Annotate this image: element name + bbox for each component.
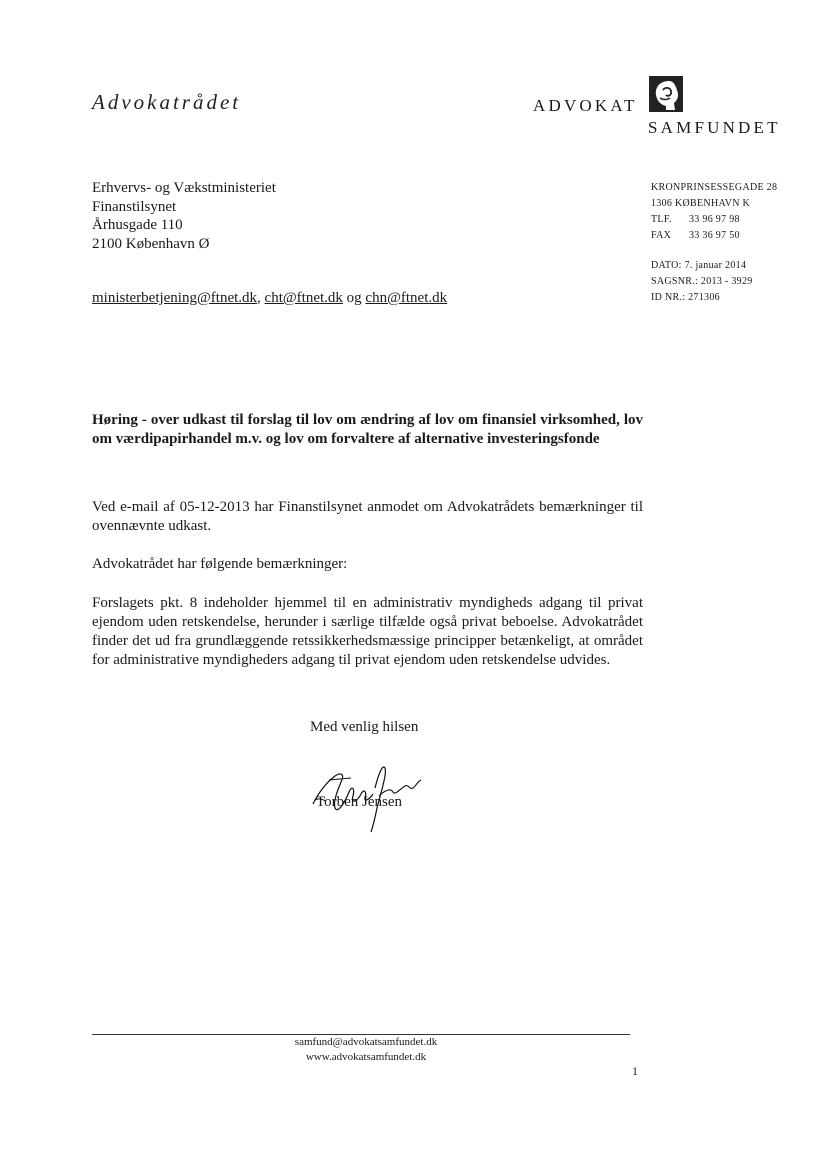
logo-text-advokat: ADVOKAT: [533, 96, 638, 115]
letter-references: [651, 258, 753, 306]
recipient-address: [92, 179, 276, 253]
recipient-line: 2100 København Ø: [92, 235, 210, 252]
fax-label: FAX: [651, 230, 672, 241]
letter-date: DATO: 7. januar 2014: [651, 260, 747, 271]
email-separator: ,: [257, 290, 261, 306]
case-number: SAGSNR.: 2013 - 3929: [651, 276, 753, 287]
recipient-line: Finanstilsynet: [92, 198, 177, 215]
letter-subject: Høring - over udkast til forslag til lov om ændring af lov om finansiel virksomhed, lov om værdipapirhandel m.v. og lov om forvaltere af alternative investeringsfonde: [92, 412, 643, 447]
recipient-line: Erhvervs- og Vækstministeriet: [92, 180, 276, 196]
email-link[interactable]: cht@ftnet.dk: [264, 290, 343, 306]
logo-text-samfundet: SAMFUNDET: [648, 118, 781, 137]
fax-value: 33 36 97 50: [689, 230, 740, 241]
footer-email[interactable]: samfund@advokatsamfundet.dk: [294, 1036, 438, 1048]
sender-contact: [651, 180, 777, 244]
recipient-line: Århusgade 110: [92, 217, 183, 233]
signature-image: [305, 752, 435, 837]
closing-phrase: Med venlig hilsen: [310, 719, 419, 735]
footer-website[interactable]: www.advokatsamfundet.dk: [305, 1051, 427, 1063]
email-link[interactable]: ministerbetjening@ftnet.dk: [92, 290, 258, 306]
footer-divider: [92, 1034, 630, 1035]
phone-label: TLF.: [651, 214, 672, 225]
body-paragraph: Forslagets pkt. 8 indeholder hjemmel til en administrativ myndigheds adgang til privat ejendom uden retskendelse, herunder i særlige tilfælde også privat beboelse. Advokatrådet finder det ud fra grundlæggende retssikkerhedsmæssige principper betænkeligt, at området for administrative myndigheders adgang til privat ejendom uden retskendelse udvides.: [92, 595, 643, 668]
phone-value: 33 96 97 98: [689, 214, 740, 225]
recipient-emails: [92, 290, 447, 307]
signer-name: Torben Jensen: [316, 794, 403, 810]
body-paragraph: Ved e-mail af 05-12-2013 har Finanstilsynet anmodet om Advokatrådets bemærkninger til ovennævnte udkast.: [92, 499, 643, 534]
email-link[interactable]: chn@ftnet.dk: [365, 290, 448, 306]
email-separator: og: [346, 290, 362, 306]
sender-fax: [651, 228, 777, 244]
logo-icon: [649, 76, 683, 112]
sender-phone: [651, 212, 777, 228]
id-number: ID NR.: 271306: [651, 292, 720, 303]
org-title: Advokatrådet: [92, 90, 242, 114]
page-number: 1: [632, 1064, 638, 1078]
body-paragraph: Advokatrådet har følgende bemærkninger:: [92, 556, 348, 572]
sender-city: 1306 KØBENHAVN K: [651, 198, 751, 209]
sender-street: KRONPRINSESSEGADE 28: [651, 182, 778, 193]
